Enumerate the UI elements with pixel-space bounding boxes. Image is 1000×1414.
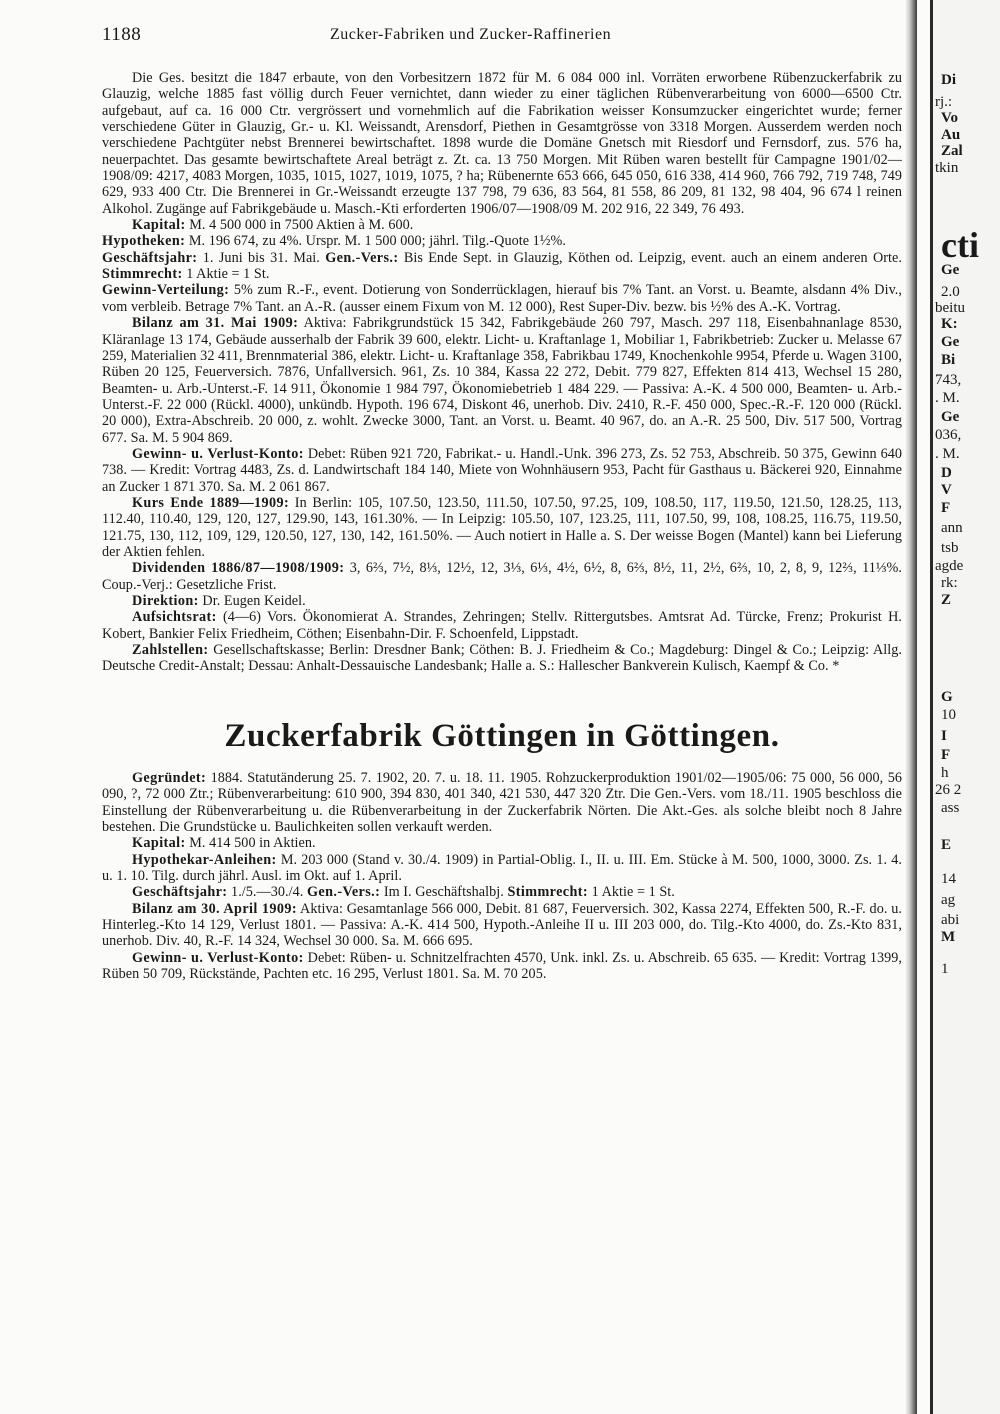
label-dividenden: Dividenden 1886/87—1908/1909: — [132, 560, 345, 577]
label-geschaeftsjahr: Geschäftsjahr: — [102, 249, 198, 266]
adjacent-page-fragment: . M. — [935, 446, 960, 462]
adjacent-page-fragment: D — [941, 465, 952, 481]
label-direktion: Direktion: — [132, 593, 199, 609]
section-glauzig — [102, 70, 902, 675]
section-goettingen — [102, 770, 902, 982]
entry-bilanz-2 — [102, 901, 902, 950]
label-genvers: Gen.-Vers.: — [325, 249, 399, 266]
adjacent-page-fragment: ann — [941, 520, 963, 536]
adjacent-page-fragment: . M. — [935, 390, 960, 406]
label-guv-2: Gewinn- u. Verlust-Konto: — [132, 949, 304, 966]
value-stimmrecht-2: 1 Aktie = 1 St. — [591, 884, 675, 901]
value-hypothekar: M. 203 000 (Stand v. 30./4. 1909) in Partial-Oblig. I., II. u. III. Em. Stücke à M. 500, 1000, 3000. Zs. 1. 4. u. 1. 10. Tilg. durch jährl. Ausl. im Okt. auf 1. April. — [102, 851, 902, 885]
adjacent-page-fragment: F — [941, 747, 951, 763]
value-gegruendet: 1884. Statutänderung 25. 7. 1902, 20. 7. u. 18. 11. 1905. Rohzuckerproduktion 1901/02—1905/06: 75 000, 56 000, 56 090, ?, 72 000 Ztr.; Rübenverarbeitung: 610 900, 394 830, 401 340, 421 530, 447 320 Ztr. Die Gen.-Vers. vom 18./11. 1905 beschloss die Einstellung der Rübenverarbeitung u. die Rübenverarbeitung in der Zuckerfabrik Nörten. Die Akt.-Ges. als solche bleibt noch 8 Jahre bestehen. Die Grundstücke u. Baulichkeiten sollen verkauft werden. — [102, 770, 902, 836]
label-kapital: Kapital: — [132, 217, 186, 234]
entry-dividenden — [102, 560, 902, 593]
value-guv-2: Debet: Rüben- u. Schnitzelfrachten 4570, Unk. inkl. Zs. u. Abschreib. 65 635. — Kredit: Vortrag 1399, Rüben 50 709, Rückstände, Pachten etc. 16 295, Verlust 1801. Sa. M. 70 205. — [102, 949, 902, 983]
entry-kapital — [102, 217, 902, 233]
label-hypotheken: Hypotheken: — [102, 233, 186, 250]
label-stimmrecht-2: Stimmrecht: — [507, 884, 589, 901]
value-kapital: M. 4 500 000 in 7500 Aktien à M. 600. — [189, 217, 414, 234]
label-bilanz-2: Bilanz am 30. April 1909: — [132, 900, 297, 917]
label-hypothekar: Hypothekar-Anleihen: — [132, 851, 277, 868]
adjacent-page-fragment: Bi — [941, 352, 956, 368]
adjacent-page-fragment: 036, — [935, 427, 962, 443]
adjacent-page-fragment: F — [941, 500, 951, 516]
label-gegruendet: Gegründet: — [132, 770, 207, 786]
adjacent-page-fragment: 743, — [935, 372, 962, 388]
adjacent-page-fragment: Ge — [941, 334, 960, 350]
adjacent-page-fragment: Au — [941, 127, 961, 143]
adjacent-page-fragment: M — [941, 929, 956, 945]
adjacent-page-fragment: K: — [941, 316, 958, 332]
adjacent-page-fragment: ass — [941, 800, 960, 816]
adjacent-page-fragment: I — [941, 728, 947, 744]
entry-hypothekar — [102, 852, 902, 885]
adjacent-page-fragment: rj.: — [935, 94, 953, 110]
label-zahlstellen: Zahlstellen: — [132, 642, 209, 659]
entry-bilanz — [102, 315, 902, 446]
entry-gewinnverteilung — [102, 282, 902, 315]
entry-aufsichtsrat — [102, 609, 902, 642]
adjacent-page-fragment: 26 2 — [935, 782, 962, 798]
adjacent-page-fragment: Ge — [941, 262, 960, 278]
adjacent-page-fragment: 14 — [941, 871, 956, 887]
page-header — [102, 20, 902, 44]
entry-geschaeftsjahr — [102, 250, 902, 283]
label-genvers-2: Gen.-Vers.: — [306, 884, 381, 901]
company-title: Zuckerfabrik Göttingen in Göttingen. — [224, 718, 780, 754]
value-aufsichtsrat: (4—6) Vors. Ökonomierat A. Strandes, Zehringen; Stellv. Rittergutsbes. Amtsrat Ad. Türcke, Frenz; Prokurist H. Kobert, Bankier Felix Friedheim, Cöthen; Eisenbahn-Dir. F. Schoenfeld, Lippstadt. — [102, 609, 902, 642]
company-description: Die Ges. besitzt die 1847 erbaute, von den Vorbesitzern 1872 für M. 6 084 000 inl. Vorräten erworbene Rübenzuckerfabrik zu Glauzig, welche 1885 fast völlig durch Feuer vernichtet, dann wieder zu einer täglichen Rübenverarbeitung von 6000—6500 Ctr. aufgebaut, auf ca. 16 000 Ctr. vergrössert und vornehmlich auf die Fabrikation weisser Konsumzucker eingerichtet wurde; ferner verschiedene Güter in Glauzig, Gr.- u. Kl. Weissandt, Arensdorf, Piethen in Gesamtgrösse von 3318 Morgen. Ausserdem werden noch verschiedene Pachtgüter nebst Brennerei bewirtschaftet. 1898 wurde die Domäne Gnetsch mit Riesdorf und Fernsdorf, zus. 576 ha, neuerpachtet. Das gesamte bewirtschaftete Areal beträgt z. Zt. ca. 13 750 Morgen. Mit Rüben waren bestellt für Campagne 1901/02—1908/09: 4217, 4083 Morgen, 1035, 1015, 1027, 1019, 1075, ? ha; Rübenernte 653 666, 645 050, 616 338, 414 960, 766 792, 719 748, 749 629, 933 400 Ctr. Die Brennerei in Gr.-Weissandt erzeugte 137 798, 79 636, 83 564, 81 558, 86 209, 81 132, 98 404, 96 674 l reinen Alkohol. Zugänge auf Fabrikgebäude u. Masch.-Kti erforderten 1906/07—1908/09 M. 202 916, 22 349, 76 493. — [102, 70, 902, 217]
page-number: 1188 — [102, 24, 142, 45]
entry-guv — [102, 446, 902, 495]
adjacent-page-edge — [930, 0, 1000, 1414]
adjacent-page-fragment: ag — [941, 892, 956, 908]
label-kapital-2: Kapital: — [132, 835, 186, 852]
entry-kapital-2 — [102, 835, 902, 851]
value-stimmrecht: 1 Aktie = 1 St. — [186, 266, 270, 283]
adjacent-page-fragment: 10 — [941, 707, 956, 723]
adjacent-page-fragment: beitu — [935, 300, 965, 316]
label-kurs: Kurs Ende 1889—1909: — [132, 494, 290, 511]
entry-geschaeftsjahr-2 — [102, 884, 902, 900]
adjacent-page-fragment: Z — [941, 592, 952, 608]
label-aufsichtsrat: Aufsichtsrat: — [132, 609, 217, 626]
adjacent-page-fragment: V — [941, 482, 952, 498]
adjacent-page-fragment: h — [941, 765, 949, 781]
adjacent-page-fragment: tsb — [941, 540, 959, 556]
entry-guv-2 — [102, 950, 902, 983]
adjacent-page-fragment: Di — [941, 72, 956, 88]
value-geschaeftsjahr-2: 1./5.—30./4. — [231, 884, 304, 901]
value-hypotheken: M. 196 674, zu 4%. Urspr. M. 1 500 000; jährl. Tilg.-Quote 1½%. — [188, 233, 566, 250]
value-genvers: Bis Ende Sept. in Glauzig, Köthen od. Leipzig, event. auch an einem anderen Orte. — [403, 249, 902, 266]
adjacent-page-fragment: Zal — [941, 143, 963, 159]
label-gewinnverteilung: Gewinn-Verteilung: — [102, 282, 230, 299]
adjacent-page-fragment: cti — [941, 225, 979, 265]
value-kapital-2: M. 414 500 in Aktien. — [189, 835, 316, 852]
adjacent-page-fragment: Vo — [941, 110, 958, 126]
adjacent-page-fragment: G — [941, 689, 953, 705]
adjacent-page-fragment: tkin — [935, 160, 959, 176]
adjacent-page-fragment: agde — [935, 558, 964, 574]
value-genvers-2: Im I. Geschäftshalbj. — [383, 884, 504, 901]
value-gewinnverteilung: 5% zum R.-F., event. Dotierung von Sonderrücklagen, hierauf bis 7% Tant. an Vorst. u. Beamte, alsdann 4% Div., vom verbleib. Betrage 7% Tant. an A.-R. (ausser einem Fixum von M. 12 000), Rest Super-Div. bezw. bis ½% des A.-K. Vortrag. — [102, 282, 902, 315]
label-bilanz: Bilanz am 31. Mai 1909: — [132, 315, 299, 332]
entry-kurs — [102, 495, 902, 560]
adjacent-page-fragment: E — [941, 837, 952, 853]
value-dividenden: 3, 6⅔, 7½, 8⅓, 12½, 12, 3⅓, 6⅓, 4½, 6½, 8, 6⅔, 8½, 11, 2½, 6⅔, 10, 2, 8, 9, 12⅔, 11⅓%. Coup.-Verj.: Gesetzliche Frist. — [102, 560, 902, 593]
value-guv: Debet: Rüben 921 720, Fabrikat.- u. Handl.-Unk. 396 273, Zs. 52 753, Abschreib. 50 375, Gewinn 640 738. — Kredit: Vortrag 4483, Zs. d. Landwirtschaft 184 140, Miete von Wohnhäusern 953, Pacht für Gasthaus u. Bäckerei 920, Einnahme an Zucker 1 871 370. Sa. M. 2 061 867. — [102, 445, 902, 495]
entry-gegruendet — [102, 770, 902, 835]
book-gutter — [905, 0, 917, 1414]
value-zahlstellen: Gesellschaftskasse; Berlin: Dresdner Bank; Cöthen: B. J. Friedheim & Co.; Magdeburg: Dingel & Co.; Leipzig: Allg. Deutsche Credit-Anstalt; Dessau: Anhalt-Dessauische Landesbank; Halle a. S.: Hallescher Bankverein Kulisch, Kaempf & Co. * — [102, 642, 902, 675]
value-geschaeftsjahr: 1. Juni bis 31. Mai. — [202, 249, 320, 266]
entry-direktion — [102, 593, 902, 609]
value-bilanz: Aktiva: Fabrikgrundstück 15 342, Fabrikgebäude 260 797, Masch. 297 118, Eisenbahnanlage 8530, Kläranlage 13 174, Gebäude ausserhalb der Fabrik 39 600, elektr. Licht- u. Kraftanlage 1, Mobiliar 1, Fabrikbetrieb: Zucker u. Melasse 67 259, Materialien 32 411, Brennmaterial 386, elektr. Licht- u. Kraftanlage 358, Fabrikbau 1749, Knochenkohle 9954, Pferde u. Wagen 3100, Rüben 20 125, Feuerversich. 7876, Unfallversich. 961, Zs. 10 384, Kassa 22 272, Debit. 779 827, Effekten 814 413, Wechsel 15 280, Beamten- u. Arb.-Unterst.-F. 14 911, Ökonomie 1 984 797, Ökonomiebetrieb 1 484 229. — Passiva: A.-K. 4 500 000, Beamten- u. Arb.-Unterst.-F. 22 000 (Rückl. 4000), unkündb. Hypoth. 196 674, Diskont 46, unerhob. Div. 2410, R.-F. 450 000, Spec.-R.-F. 120 000 (Rückl. 20 000), Extra-Abschreib. 20 000, z. wohlt. Zwecke 3000, Tant. an Vorst. u. Beamt. 40 967, do. an A.-R. 25 500, Div. 517 500, Vortrag 677. Sa. M. 5 904 869. — [102, 315, 902, 446]
adjacent-page-fragment: rk: — [941, 575, 958, 591]
entry-hypotheken — [102, 233, 902, 249]
label-guv: Gewinn- u. Verlust-Konto: — [132, 445, 304, 462]
value-direktion: Dr. Eugen Keidel. — [202, 593, 306, 609]
value-bilanz-2: Aktiva: Gesamtanlage 566 000, Debit. 81 687, Feuerversich. 302, Kassa 2274, Effekten 500, R.-F. do. u. Hinterleg.-Kto 14 129, Verlust 1801. — Passiva: A.-K. 414 500, Hypoth.-Anleihe II u. III 203 000, do. Tilg.-Kto 4000, do. Zs.-Kto 831, unerhob. Div. 40, R.-F. 14 324, Wechsel 30 000. Sa. M. 666 695. — [102, 900, 902, 950]
entry-zahlstellen — [102, 642, 902, 675]
adjacent-page-fragment: 1 — [941, 961, 949, 977]
label-geschaeftsjahr-2: Geschäftsjahr: — [132, 884, 228, 901]
adjacent-page-fragment: 2.0 — [941, 284, 960, 300]
running-title: Zucker-Fabriken und Zucker-Raffinerien — [330, 26, 612, 43]
value-kurs: In Berlin: 105, 107.50, 123.50, 111.50, 107.50, 97.25, 109, 108.50, 117, 119.50, 121.50, 128.25, 113, 112.40, 110.40, 129, 120, 127, 129.90, 143, 161.30%. — In Leipzig: 105.50, 107, 123.25, 111, 107.50, 99, 108, 108.25, 116.75, 119.50, 121.75, 130, 112, 109, 129, 120.50, 127, 130, 142, 161.50%. — Auch notiert in Halle a. S. Der weisse Bogen (Mantel) kann bei Lieferung der Aktien fehlen. — [102, 494, 903, 560]
adjacent-page-fragment: Ge — [941, 409, 960, 425]
adjacent-page-fragment: abi — [941, 912, 960, 928]
label-stimmrecht: Stimmrecht: — [102, 266, 183, 283]
